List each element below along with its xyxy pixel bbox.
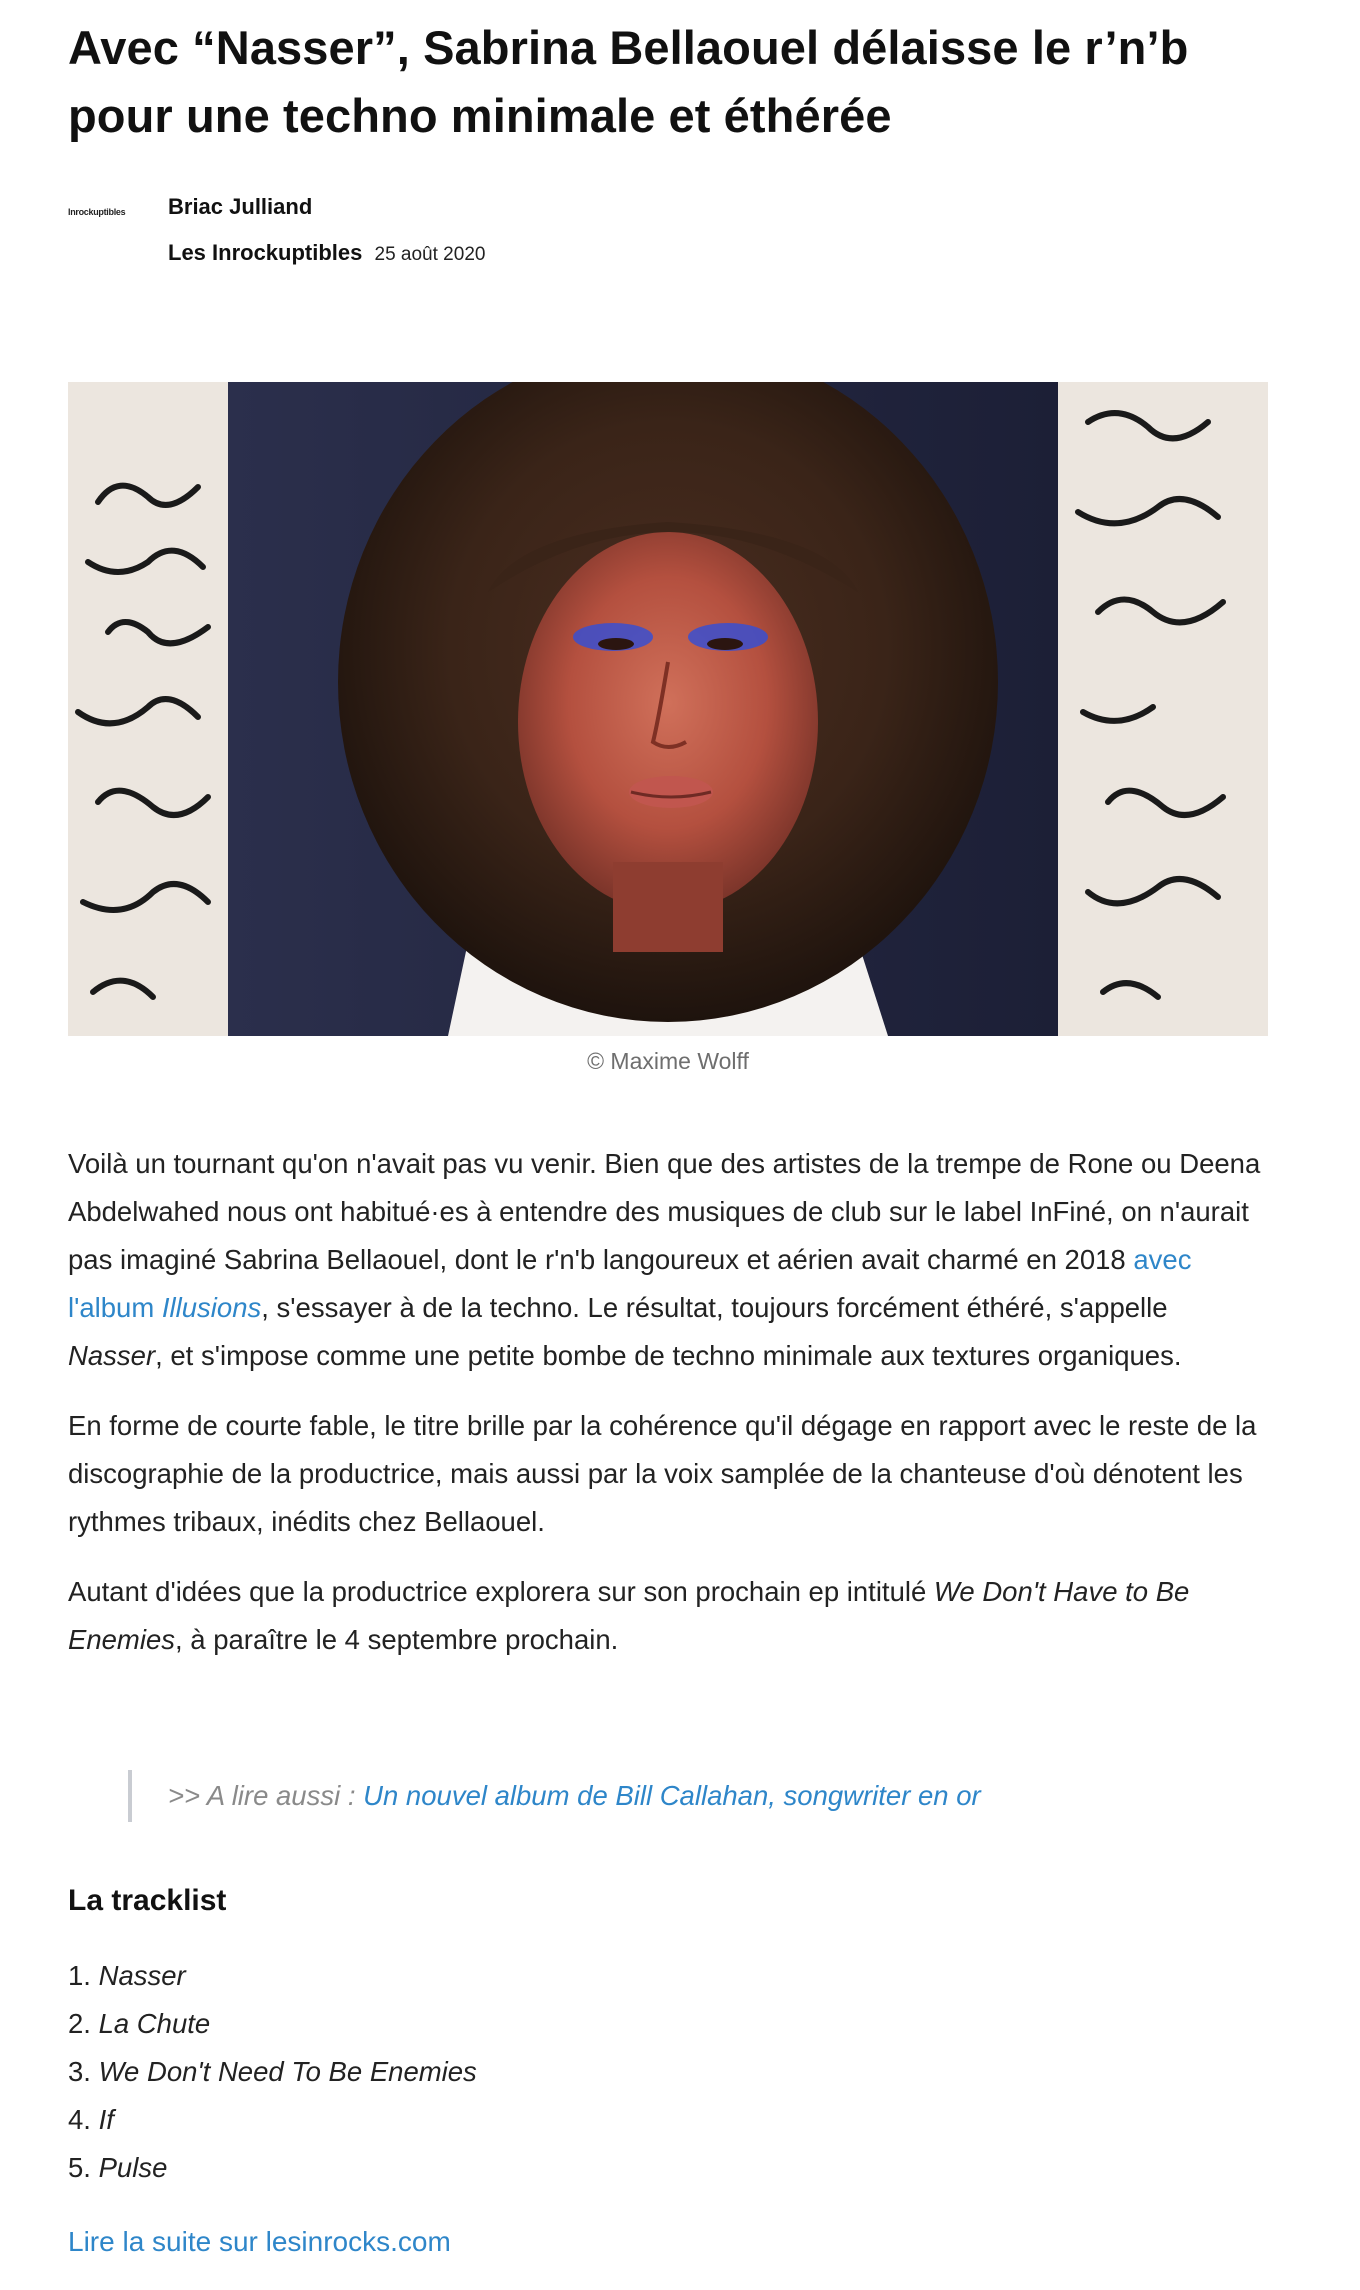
track-number: 3. (68, 2056, 99, 2087)
ep-title: We Don't Have to Be Enemies (68, 1576, 1190, 1655)
tracklist-title: La tracklist (68, 1884, 227, 1917)
publisher-name[interactable]: Les Inrockuptibles (168, 240, 363, 265)
read-more-link[interactable]: Lire la suite sur lesinrocks.com (68, 2226, 451, 2257)
paragraph-3 (68, 1568, 1268, 1664)
track-title-nasser: Nasser (68, 1340, 156, 1371)
track-number: 2. (68, 2008, 99, 2039)
track-name: We Don't Need To Be Enemies (98, 2056, 477, 2087)
byline (68, 190, 768, 280)
tracklist (68, 1952, 477, 2192)
track-name: Pulse (98, 2152, 168, 2183)
paragraph-2: En forme de courte fable, le titre brille par la cohérence qu'il dégage en rapport avec le reste de la discographie de la productrice, mais aussi par la voix samplée de la chanteuse d'où dénotent les rythmes tribaux, inédits chez Bellaouel. (68, 1410, 1257, 1537)
paragraph-3-text-b: , à paraître le 4 septembre prochain. (175, 1624, 619, 1655)
related-article-quote (128, 1770, 1228, 1822)
article-photo (68, 382, 1268, 1036)
related-prefix: >> A lire aussi : (168, 1780, 364, 1811)
publisher-logo[interactable]: lnrockuptibles (68, 207, 126, 217)
track-name: Nasser (98, 1960, 186, 1991)
paragraph-1 (68, 1140, 1268, 1380)
track-item (68, 2000, 477, 2048)
article-title: Avec “Nasser”, Sabrina Bellaouel délaisse le r’n’b pour une techno minimale et éthérée (68, 21, 1189, 142)
album-link-text: avec l'album (68, 1244, 1192, 1323)
track-number: 1. (68, 1960, 99, 1991)
paragraph-1-text-c: , et s'impose comme une petite bombe de techno minimale aux textures organiques. (155, 1340, 1182, 1371)
album-link-title: Illusions (161, 1292, 262, 1323)
author-name[interactable]: Briac Julliand (168, 194, 313, 219)
related-article-link[interactable]: Un nouvel album de Bill Callahan, songwriter en or (363, 1780, 981, 1811)
paragraph-1-text-b: , s'essayer à de la techno. Le résultat, toujours forcément éthéré, s'appelle (261, 1292, 1168, 1323)
paragraph-3-text-a: Autant d'idées que la productrice explorera sur son prochain ep intitulé (68, 1576, 934, 1607)
publish-date: 25 août 2020 (374, 244, 486, 265)
portrait-illustration (68, 382, 1268, 1036)
track-item (68, 2048, 477, 2096)
paragraph-1-text-a: Voilà un tournant qu'on n'avait pas vu venir. Bien que des artistes de la trempe de Rone ou Deena Abdelwahed nous ont habitué·es à entendre des musiques de club sur le label InFiné, on n'aurait pas imaginé Sabrina Bellaouel, dont le r'n'b langoureux et aérien avait charmé en 2018 (68, 1148, 1261, 1275)
track-item (68, 1952, 477, 2000)
track-name: If (98, 2104, 114, 2135)
article-body (68, 1140, 1268, 1686)
track-number: 4. (68, 2104, 99, 2135)
track-item (68, 2144, 477, 2192)
photo-caption: © Maxime Wolff (587, 1048, 749, 1074)
track-number: 5. (68, 2152, 99, 2183)
track-name: La Chute (98, 2008, 211, 2039)
publication-line (168, 240, 485, 266)
track-item (68, 2096, 477, 2144)
